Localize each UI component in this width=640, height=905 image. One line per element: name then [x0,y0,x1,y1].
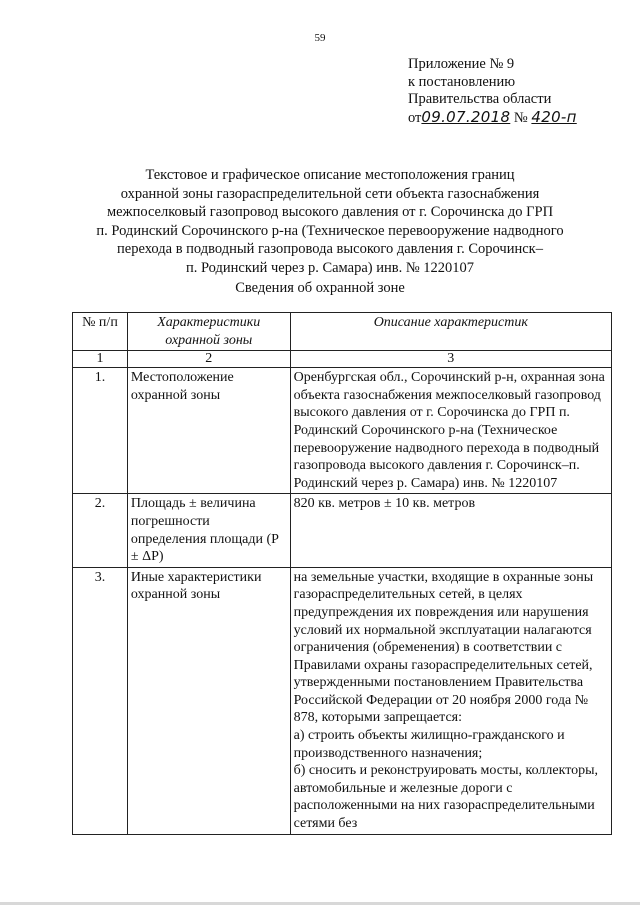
column-number: 1 [73,351,128,368]
section-subtitle: Сведения об охранной зоне [235,280,405,296]
handwritten-date: 09.07.2018 [421,107,511,126]
restriction-item: б) сносить и реконструировать мосты, коллекторы, автомобильные и железные дороги с расположенными на них газораспределительными сетями без [293,763,599,832]
appendix-line: к постановлению [408,73,516,90]
table-row [73,368,612,494]
title-line: межпоселковый газопровод высокого давления от г. Сорочинска до ГРП [106,204,554,220]
table-row [73,494,612,567]
zone-info-table [72,312,612,835]
header-cell-characteristics: Характеристики охранной зоны [127,313,290,351]
column-number-row [73,351,612,368]
restriction-item: а) строить объекты жилищно-гражданского и производственного назначения; [293,728,565,761]
appendix-date-line [408,109,577,128]
table-header-row [73,313,612,351]
row-number: 1. [73,368,128,494]
page-number: 59 [314,32,326,44]
handwritten-number: 420-п [531,107,577,126]
row-description-cell [290,567,611,834]
appendix-line: Правительства области [408,91,552,107]
date-prefix: от [408,109,422,126]
table-row [73,567,612,834]
column-number: 2 [127,351,290,368]
row-number: 2. [73,494,128,567]
title-line: перехода в подводный газопровода высокого давления г. Сорочинск– [117,241,543,257]
column-number: 3 [290,351,611,368]
row-characteristic: Местоположение охранной зоны [127,368,290,494]
header-cell-description: Описание характеристик [290,313,611,351]
header-cell-number: № п/п [73,313,128,351]
appendix-block [408,56,577,127]
appendix-line: Приложение № 9 [408,56,515,72]
row-characteristic: Площадь ± величина погрешности определения площади (P ± ΔP) [127,494,290,567]
document-title [60,166,600,277]
title-line: охранной зоны газораспределительной сети объекта газоснабжения [120,185,540,202]
row-number: 3. [73,567,128,834]
row-description: на земельные участки, входящие в охранные зоны газораспределительных сетей, в целях предупреждения их повреждения или нарушения условий их нормальной эксплуатации налагаются ограничения (обременения) в соответствии с Правилами охраны газораспределительных сетей, утвержденными постановлением Правительства Российской Федерации от 20 ноября 2000 года № 878, которыми запрещается: [293,569,594,726]
title-line: Текстовое и графическое описание местоположения границ [145,167,515,183]
title-line: п. Родинский Сорочинского р-на (Техническое перевооружение надводного [96,222,564,239]
number-prefix: № [513,109,528,126]
title-line: п. Родинский через р. Самара) инв. № 1220107 [185,259,475,276]
row-characteristic: Иные характеристики охранной зоны [127,567,290,834]
row-description: Оренбургская обл., Сорочинский р-н, охранная зона объекта газоснабжения межпоселковый газопровод высокого давления от г. Сорочинска до ГРП п. Родинский Сорочинского р-на (Техническое перевооружение надводного перехода в подводный газопровода высокого давления г. Сорочинск–п. Родинский через р. Самара) инв. № 1220107 [290,368,611,494]
row-description: 820 кв. метров ± 10 кв. метров [290,494,611,567]
